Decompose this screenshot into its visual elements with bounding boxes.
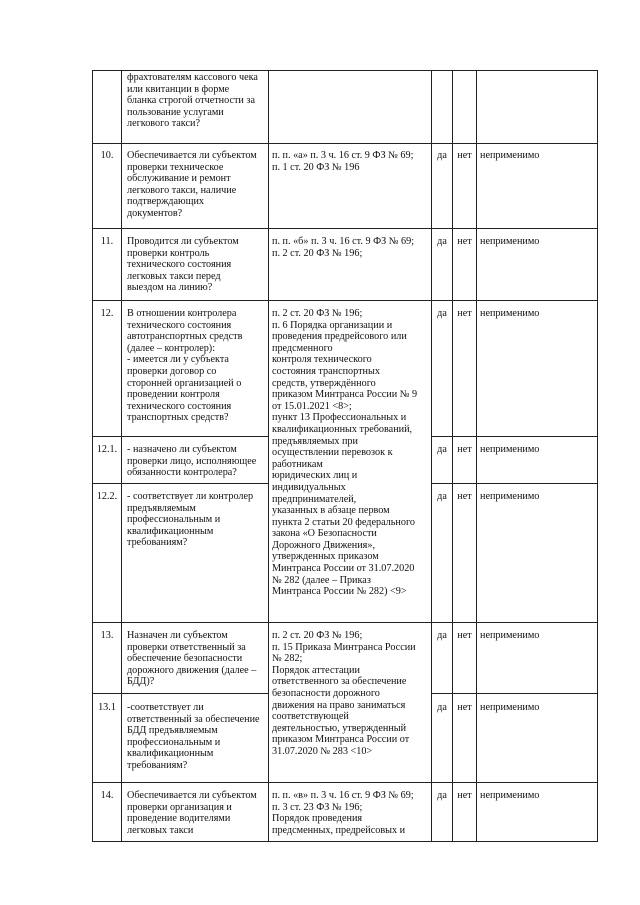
norm-10: п. п. «а» п. 3 ч. 16 ст. 9 ФЗ № 69; п. 1 ст. 20 ФЗ № 196 bbox=[272, 150, 414, 173]
answer-no-13-1: нет bbox=[457, 702, 472, 713]
answer-no-12-2: нет bbox=[457, 491, 472, 502]
answer-na-12: неприменимо bbox=[480, 308, 540, 319]
norm-12: п. 2 ст. 20 ФЗ № 196; п. 6 Порядка организации и проведения предрейсового или предсменного контроля технического состояния транспортных средств, утверждённого приказом Минтранса России № 9 от 15.01.2021 <8>; пункт 13 Профессиональных и квалификационных требований, предъявляемых при осуществлении перевозок к работникам юридических лиц и индивидуальных предпринимателей, указанных в абзаце первом пункта 2 статьи 20 федерального закона «О Безопасности Дорожного Движения», утвержденных приказом Минтранса России от 31.07.2020 № 282 (далее – Приказ Минтранса России № 282) <9> bbox=[272, 308, 418, 598]
answer-yes-13-1: да bbox=[437, 702, 447, 713]
col-line-left bbox=[92, 70, 93, 842]
row-number-13: 13. bbox=[100, 630, 114, 641]
row-number-14: 14. bbox=[100, 790, 114, 801]
answer-yes-12: да bbox=[437, 308, 447, 319]
row-sep-12-2-a bbox=[92, 483, 268, 484]
answer-na-13-1: неприменимо bbox=[480, 702, 540, 713]
answer-yes-12-1: да bbox=[437, 444, 447, 455]
answer-no-10: нет bbox=[457, 150, 472, 161]
question-10: Обеспечивается ли субъектом проверки техническое обслуживание и ремонт легкового такси, наличие подтверждающих документов? bbox=[127, 150, 257, 219]
answer-no-12: нет bbox=[457, 308, 472, 319]
col-line-right bbox=[597, 70, 598, 842]
row-sep-13-1-a bbox=[92, 693, 268, 694]
answer-no-12-1: нет bbox=[457, 444, 472, 455]
row-number-10: 10. bbox=[100, 150, 114, 161]
norm-14: п. п. «в» п. 3 ч. 16 ст. 9 ФЗ № 69; п. 3 ст. 23 ФЗ № 196; Порядок проведения предсменных, предрейсовых и bbox=[272, 790, 414, 836]
row-number-12-1: 12.1. bbox=[96, 444, 118, 455]
answer-yes-14: да bbox=[437, 790, 447, 801]
answer-yes-12-2: да bbox=[437, 491, 447, 502]
answer-no-13: нет bbox=[457, 630, 472, 641]
row-sep-12 bbox=[92, 300, 598, 301]
row-sep-13-1-b bbox=[431, 693, 598, 694]
answer-no-14: нет bbox=[457, 790, 472, 801]
answer-no-11: нет bbox=[457, 236, 472, 247]
answer-na-10: неприменимо bbox=[480, 150, 540, 161]
answer-na-13: неприменимо bbox=[480, 630, 540, 641]
answer-na-12-1: неприменимо bbox=[480, 444, 540, 455]
question-13: Назначен ли субъектом проверки ответственный за обеспечение безопасности дорожного движения (далее – БДД)? bbox=[127, 630, 257, 688]
col-line-3 bbox=[431, 70, 432, 842]
question-12-1: - назначено ли субъектом проверки лицо, исполняющее обязанности контролера? bbox=[127, 444, 257, 479]
answer-yes-11: да bbox=[437, 236, 447, 247]
answer-yes-10: да bbox=[437, 150, 447, 161]
row-sep-12-1-a bbox=[92, 436, 268, 437]
question-11: Проводится ли субъектом проверки контроль технического состояния легковых такси перед выездом на линию? bbox=[127, 236, 239, 294]
answer-na-14: неприменимо bbox=[480, 790, 540, 801]
question-14: Обеспечивается ли субъектом проверки организация и проведение водителями легковых такси bbox=[127, 790, 257, 836]
row-sep-14 bbox=[92, 782, 598, 783]
row-number-12-2: 12.2. bbox=[96, 491, 118, 502]
row-sep-11 bbox=[92, 228, 598, 229]
question-12: В отношении контролера технического состояния автотранспортных средств (далее – контролер): - имеется ли у субъекта проверки договор со сторонней организацией о проведении контроля технического состояния транспортных средств? bbox=[127, 308, 243, 424]
answer-yes-13: да bbox=[437, 630, 447, 641]
row-sep-13 bbox=[92, 622, 598, 623]
norm-13: п. 2 ст. 20 ФЗ № 196; п. 15 Приказа Минтранса России № 282; Порядок аттестации ответственного за обеспечение безопасности дорожного движения на право заниматься соответствующей деятельностью, утвержденный приказом Минтранса России от 31.07.2020 № 283 <10> bbox=[272, 630, 416, 757]
col-line-2 bbox=[268, 70, 269, 842]
norm-11: п. п. «б» п. 3 ч. 16 ст. 9 ФЗ № 69; п. 2 ст. 20 ФЗ № 196; bbox=[272, 236, 415, 259]
row-sep-10 bbox=[92, 143, 598, 144]
row-sep-12-2-b bbox=[431, 483, 598, 484]
table-border-top bbox=[92, 70, 598, 71]
question-12-2: - соответствует ли контролер предъявляемым профессиональным и квалификационным требованиям? bbox=[127, 491, 254, 549]
col-line-1 bbox=[121, 70, 122, 842]
row-number-11: 11. bbox=[100, 236, 114, 247]
row-sep-12-1-b bbox=[431, 436, 598, 437]
table-border-bottom bbox=[92, 841, 598, 842]
col-line-5 bbox=[476, 70, 477, 842]
answer-na-11: неприменимо bbox=[480, 236, 540, 247]
col-line-4 bbox=[452, 70, 453, 842]
row-number-12: 12. bbox=[100, 308, 114, 319]
question-13-1: -соответствует ли ответственный за обеспечение БДД предъявляемым профессиональным и квалификационным требованиям? bbox=[127, 702, 260, 771]
row-number-13-1: 13.1 bbox=[98, 702, 116, 713]
answer-na-12-2: неприменимо bbox=[480, 491, 540, 502]
question-cont: фрахтователям кассового чека или квитанции в форме бланка строгой отчетности за пользование услугами легкового такси? bbox=[127, 72, 258, 130]
